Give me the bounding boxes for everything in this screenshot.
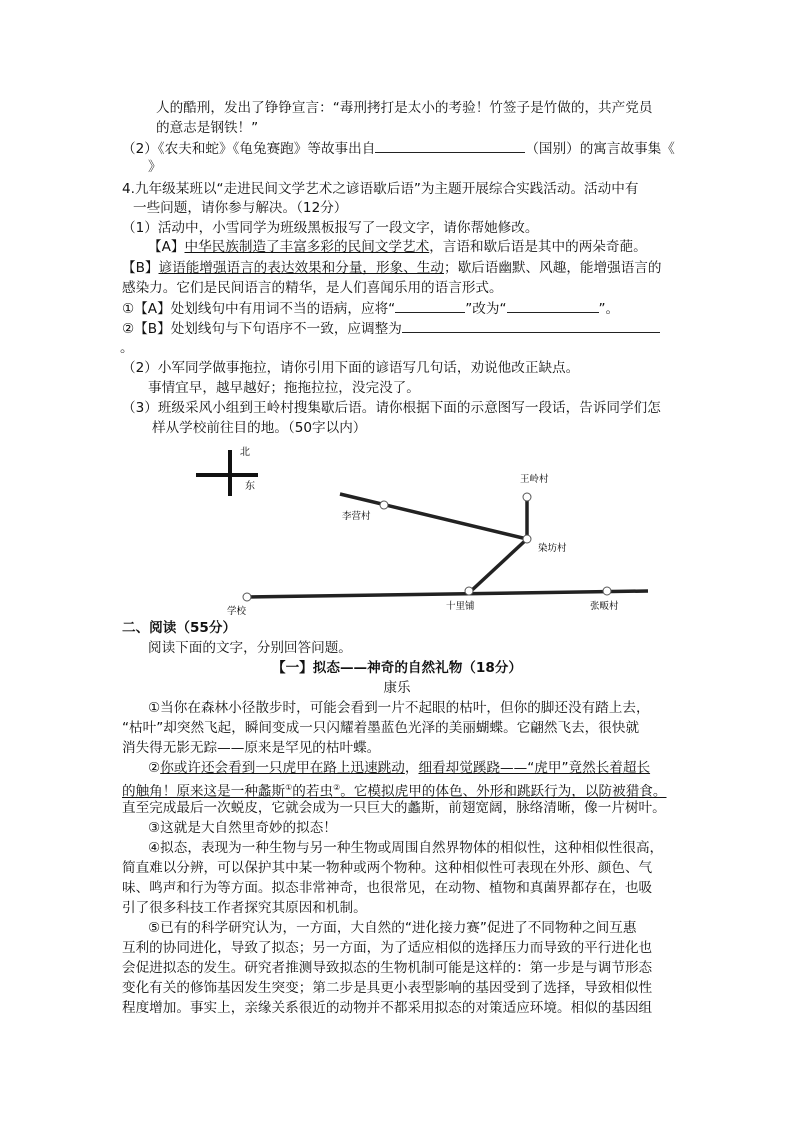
part-3-line-1: （3）班级采风小组到王岭村搜集歇后语。请你根据下面的示意图写一段话，告诉同学们怎 bbox=[122, 400, 661, 416]
subquestion-2-end: 。 bbox=[120, 340, 134, 356]
subquestion-1-text-a: ①【A】处划线句中有用词不当的语病，应将“ bbox=[122, 301, 396, 317]
paragraph-1-line-1: ①当你在森林小径散步时，可能会看到一片不起眼的枯叶，但你的脚还没有踏上去， bbox=[148, 700, 650, 716]
sentence-b-underlined: 谚语能增强语言的表达效果和分量，形象、生动 bbox=[158, 260, 444, 276]
sentence-a-underlined: 中华民族制造了丰富多彩的民间文学艺术 bbox=[184, 239, 430, 255]
answer-blank-sentence[interactable] bbox=[402, 318, 660, 333]
paragraph-4-line-1: ④拟态，表现为一种生物与另一种生物或周围自然界物体的相似性，这种相似性很高， bbox=[148, 840, 664, 856]
paragraph-5-line-5: 程度增加。事实上，亲缘关系很近的动物并不都采用拟态的对策适应环境。相似的基因组 bbox=[122, 1000, 653, 1016]
place-label-liying: 李营村 bbox=[342, 511, 371, 522]
subquestion-1 bbox=[122, 298, 619, 319]
paragraph-2-line-2-a: 的触角！原来这是一种蠡斯 bbox=[122, 783, 286, 800]
question-2-tail: 》 bbox=[148, 159, 162, 175]
paragraph-2-number: ② bbox=[148, 760, 161, 776]
intro-line-2: 的意志是钢铁！” bbox=[156, 120, 259, 136]
compass-east-label: 东 bbox=[245, 481, 255, 492]
paragraph-2-line-3: 直至完成最后一次蜕皮，它就会成为一只巨大的蠡斯，前翅宽阔，脉络清晰，像一片树叶。 bbox=[122, 800, 666, 816]
paragraph-2-line-1 bbox=[148, 758, 650, 778]
paragraph-2-line-2-c: 。它模拟虎甲的体色、外形和跳跃行为，以防被猎食。 bbox=[340, 783, 667, 800]
paragraph-4-line-2: 简直难以分辨，可以保护其中某一物种或两个物种。这种相似性可表现在外形、颜色、气 bbox=[122, 860, 653, 876]
footnote-marker-2: ② bbox=[333, 783, 341, 792]
sentence-a-rest: ，言语和歇后语是其中的两朵奇葩。 bbox=[429, 239, 647, 255]
answer-blank-country[interactable] bbox=[375, 138, 525, 153]
place-label-zhangfan: 张畈村 bbox=[590, 601, 619, 612]
part-2-title: （2）小军同学做事拖拉，请你引用下面的谚语写几句话，劝说他改正缺点。 bbox=[122, 360, 580, 376]
place-label-school: 学校 bbox=[227, 606, 247, 617]
sentence-b-tag: 【B】 bbox=[122, 260, 159, 276]
paragraph-4-line-4: 引了很多科技工作者探究其原因和机制。 bbox=[122, 900, 367, 916]
question-2-text-b: （国别）的寓言故事集《 bbox=[525, 141, 675, 157]
reading-instruction: 阅读下面的文字，分别回答问题。 bbox=[148, 640, 352, 656]
article-title: 【一】拟态——神奇的自然礼物（18分） bbox=[271, 660, 522, 676]
paragraph-2-underlined-b: 细看却觉蹊跷——“虎甲”竟然长着超长 bbox=[418, 760, 651, 776]
node-shilipu bbox=[465, 587, 473, 595]
place-label-wangling: 王岭村 bbox=[520, 474, 549, 485]
paragraph-1-line-3: 消失得无影无踪——原来是罕见的枯叶蝶。 bbox=[122, 740, 381, 756]
intro-line-1: 人的酷刑，发出了铮铮宣言：“毒刑拷打是太小的考验！竹签子是竹做的，共产党员 bbox=[156, 100, 653, 116]
part-3-line-2: 样从学校前往目的地。（50字以内） bbox=[152, 420, 367, 436]
route-map bbox=[190, 438, 660, 620]
place-label-shilipu: 十里铺 bbox=[446, 601, 475, 612]
paragraph-2-underlined-a: 你或许还会看到一只虎甲在路上迅速跳动 bbox=[160, 760, 405, 776]
compass bbox=[196, 446, 258, 496]
sentence-a bbox=[148, 237, 647, 257]
sentence-b-line-2: 感染力。它们是民间语言的精华，是人们喜闻乐用的语言形式。 bbox=[122, 280, 503, 296]
place-label-ranfang: 染坊村 bbox=[538, 543, 567, 554]
reading-section-title: 二、阅读（55分） bbox=[122, 620, 237, 636]
road-shilipu bbox=[471, 539, 527, 591]
subquestion-1-text-c: ”。 bbox=[598, 301, 620, 317]
question-4-line-1: 4.九年级某班以“走进民间文学艺术之谚语歇后语”为主题开展综合实践活动。活动中有 bbox=[122, 181, 639, 197]
paragraph-5-line-3: 会促进拟态的发生。研究者推测导致拟态的生物机制可能是这样的：第一步是与调节形态 bbox=[122, 960, 653, 976]
sentence-a-tag: 【A】 bbox=[148, 239, 185, 255]
node-school bbox=[243, 593, 251, 601]
node-ranfang bbox=[523, 535, 531, 543]
proverb-text: 事情宜早，越早越好；拖拖拉拉，没完没了。 bbox=[148, 380, 420, 396]
paragraph-2-line-2-b: 的若虫 bbox=[292, 783, 334, 800]
node-liying bbox=[380, 501, 388, 509]
question-2-line bbox=[122, 138, 675, 159]
paragraph-2-comma: ， bbox=[404, 760, 419, 776]
compass-north-label: 北 bbox=[240, 447, 250, 458]
paragraph-3: ③这就是大自然里奇妙的拟态！ bbox=[148, 820, 337, 836]
road-main bbox=[247, 591, 648, 597]
article-author: 康乐 bbox=[383, 680, 411, 696]
node-zhangfan bbox=[603, 587, 611, 595]
node-wangling bbox=[523, 493, 531, 501]
paragraph-4-line-3: 味、鸣声和行为等方面。拟态非常神奇，也很常见，在动物、植物和真菌界都存在，也吸 bbox=[122, 880, 653, 896]
footnote-marker-1: ① bbox=[285, 783, 293, 792]
subquestion-1-text-b: ”改为“ bbox=[465, 301, 507, 317]
question-2-text-a: （2）《农夫和蛇》《龟兔赛跑》等故事出自 bbox=[122, 141, 376, 157]
subquestion-2-text: ②【B】处划线句与下句语序不一致，应调整为 bbox=[122, 321, 402, 337]
answer-blank-word-to[interactable] bbox=[507, 298, 599, 313]
answer-blank-word-from[interactable] bbox=[395, 298, 465, 313]
sentence-b-rest: ；歇后语幽默、风趣，能增强语言的 bbox=[443, 260, 662, 276]
subquestion-2 bbox=[122, 318, 660, 339]
question-4-line-2: 一些问题，请你参与解决。（12分） bbox=[133, 200, 348, 216]
paragraph-5-line-2: 互利的协同进化，导致了拟态；另一方面，为了适应相似的选择压力而导致的平行进化也 bbox=[122, 940, 653, 956]
paragraph-5-line-1: ⑤已有的科学研究认为，一方面，大自然的“进化接力赛”促进了不同物种之间互惠 bbox=[148, 920, 637, 936]
paragraph-5-line-4: 变化有关的修饰基因发生突变；第二步是具更小表型影响的基因受到了选择，导致相似性 bbox=[122, 980, 653, 996]
sentence-b bbox=[122, 258, 661, 278]
paragraph-1-line-2: “枯叶”却突然飞起，瞬间变成一只闪耀着墨蓝色光泽的美丽蝴蝶。它翩然飞去，很快就 bbox=[122, 720, 640, 736]
part-1-title: （1）活动中，小雪同学为班级黑板报写了一段文字，请你帮她修改。 bbox=[122, 220, 539, 236]
